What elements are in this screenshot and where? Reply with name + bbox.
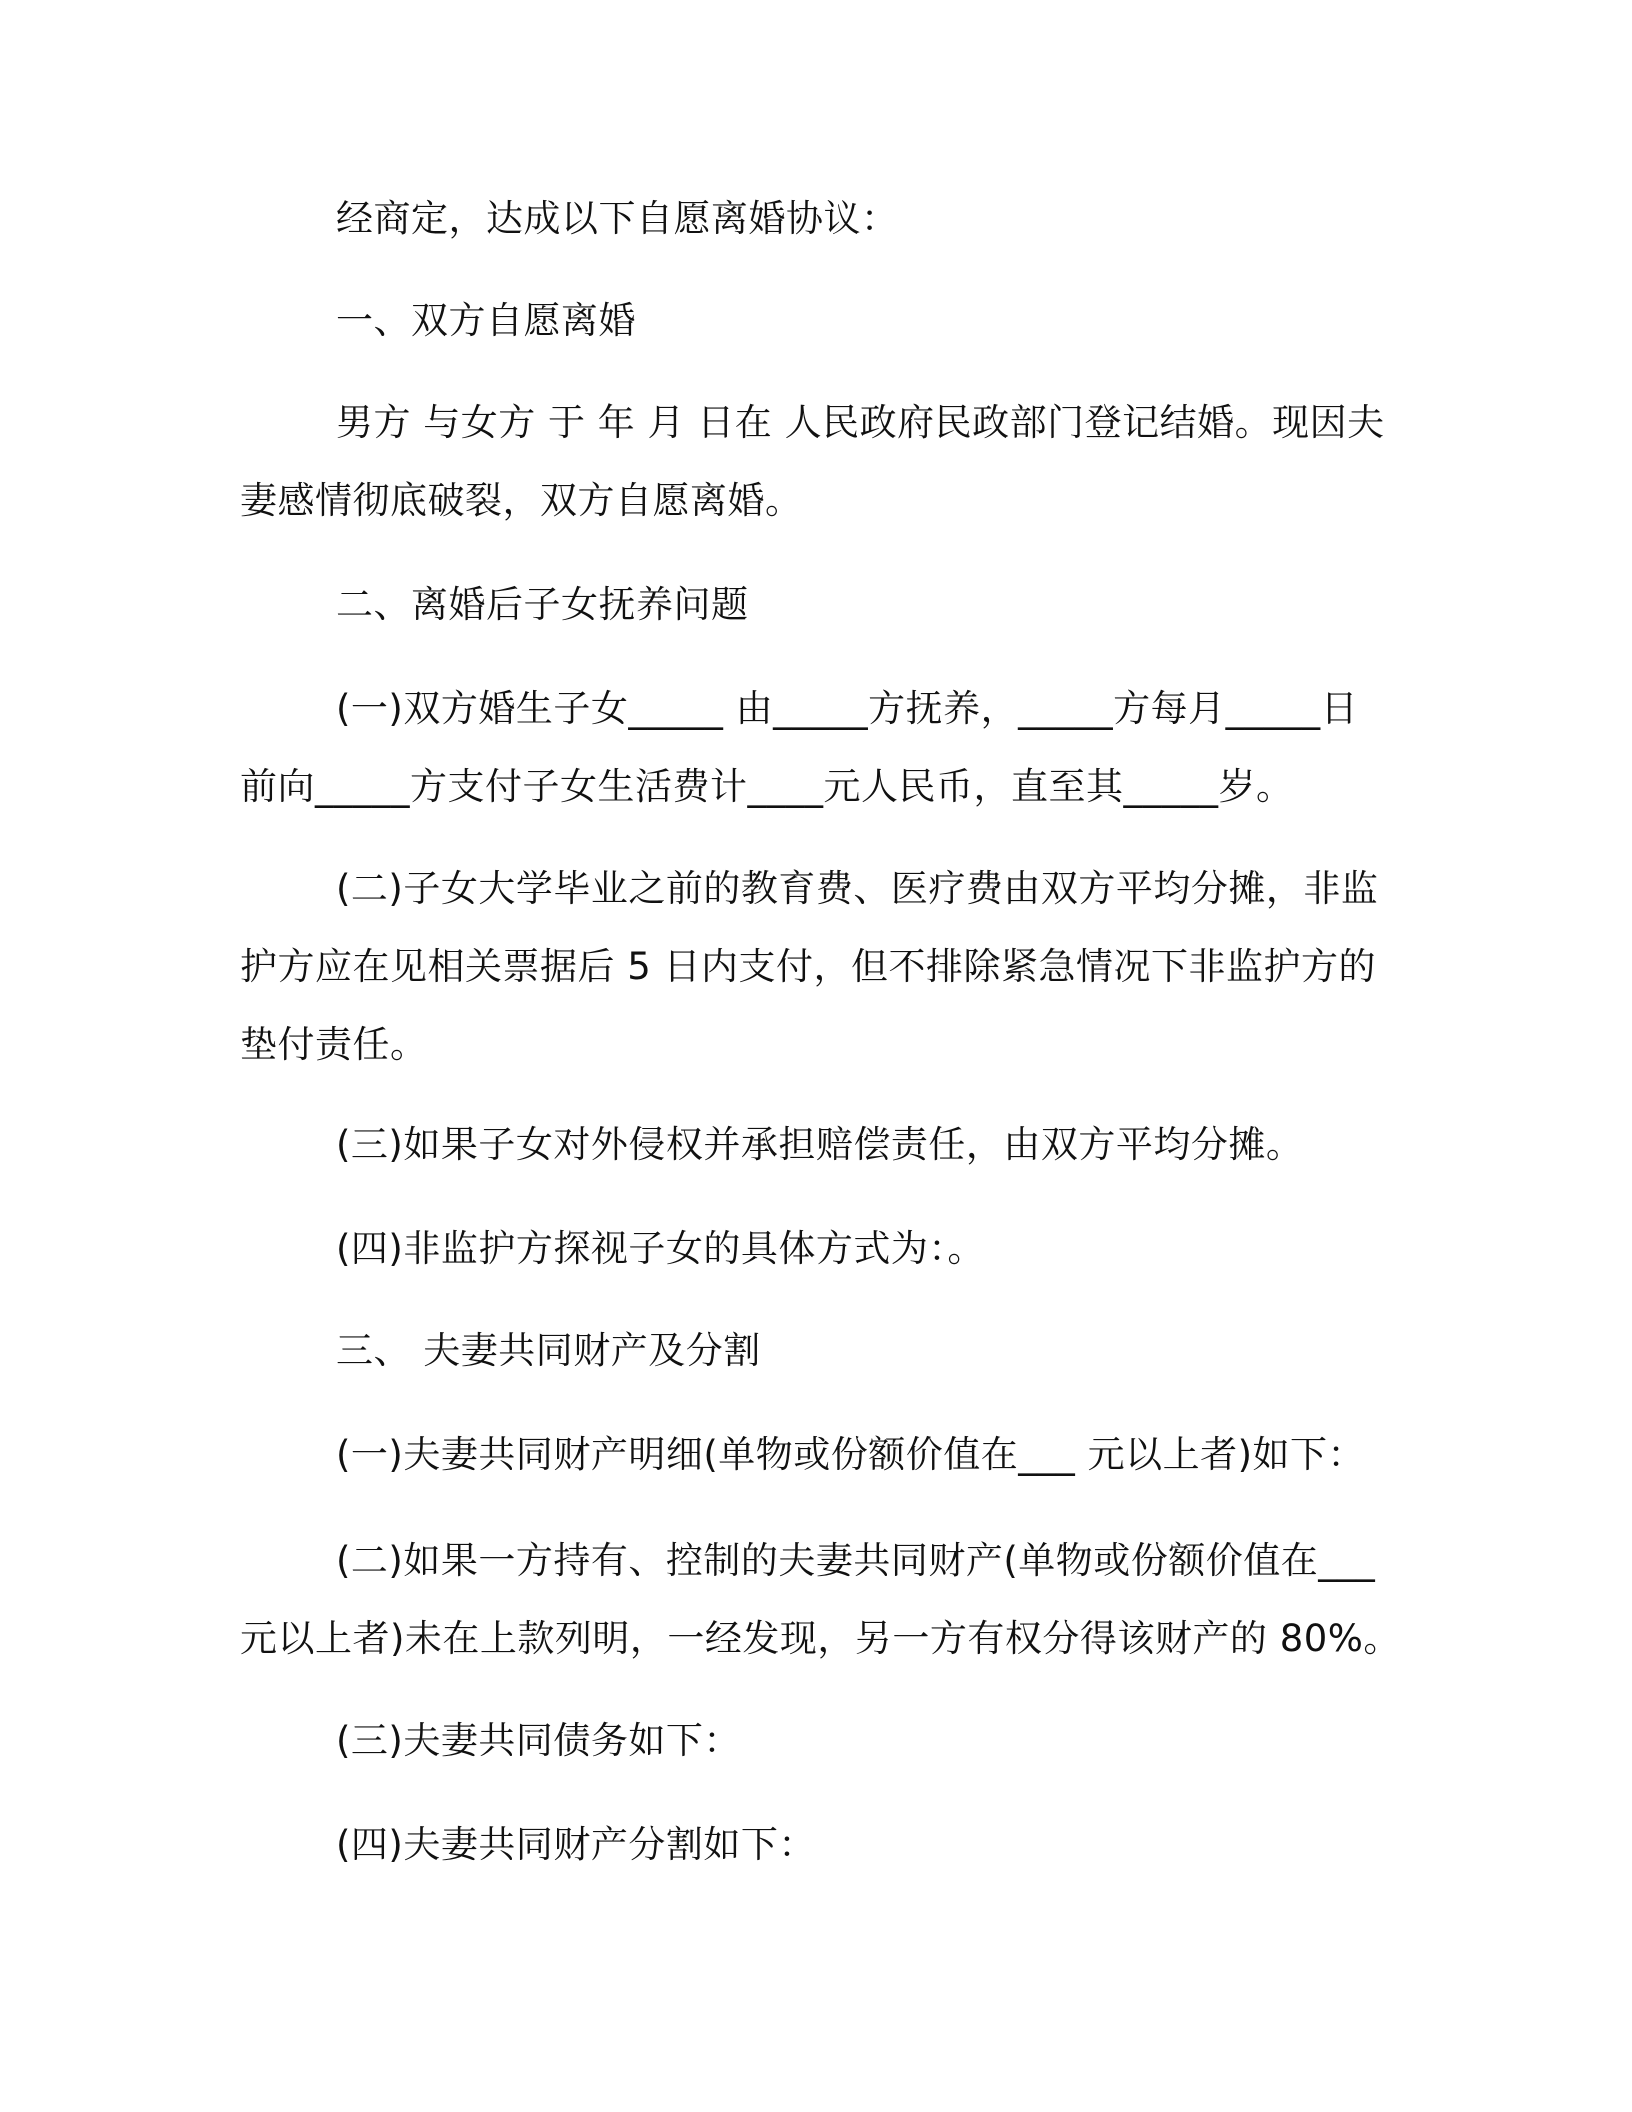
paragraph-line: (三)夫妻共同债务如下： <box>336 1719 741 1762</box>
paragraph-line: (二)子女大学毕业之前的教育费、医疗费由双方平均分摊，非监 <box>336 867 1379 910</box>
section-heading-1 <box>240 282 1380 360</box>
paragraph-line: (三)如果子女对外侵权并承担赔偿责任，由双方平均分摊。 <box>336 1123 1304 1166</box>
paragraph-line: 垫付责任。 <box>240 1023 428 1066</box>
property-clause-3 <box>240 1702 1380 1780</box>
paragraph-line: 男方 与女方 于 年 月 日在 人民政府民政部门登记结婚。现因夫 <box>336 401 1385 444</box>
property-clause-2 <box>240 1522 1401 1678</box>
section-heading-3 <box>240 1312 1380 1390</box>
child-custody-clause-2 <box>240 850 1380 1084</box>
paragraph-line: 元以上者)未在上款列明，一经发现，另一方有权分得该财产的 80%。 <box>240 1617 1401 1660</box>
section-heading-3-text: 三、 夫妻共同财产及分割 <box>336 1329 761 1372</box>
paragraph-line: 前向_____方支付子女生活费计____元人民币，直至其_____岁。 <box>240 765 1294 808</box>
property-clause-4 <box>240 1806 1380 1884</box>
paragraph-line: 妻感情彻底破裂，双方自愿离婚。 <box>240 479 803 522</box>
section-heading-2-text: 二、离婚后子女抚养问题 <box>336 583 749 626</box>
paragraph-line: (一)双方婚生子女_____ 由_____方抚养，_____方每月_____日 <box>336 687 1359 730</box>
intro-paragraph <box>240 180 1380 258</box>
child-custody-clause-1 <box>240 670 1380 826</box>
paragraph-line: (二)如果一方持有、控制的夫妻共同财产(单物或份额价值在___ <box>336 1539 1376 1582</box>
section-heading-2 <box>240 566 1380 644</box>
property-clause-1 <box>240 1416 1380 1494</box>
marriage-registration-paragraph <box>240 384 1385 540</box>
child-custody-clause-3 <box>240 1106 1380 1184</box>
paragraph-line: (四)非监护方探视子女的具体方式为：。 <box>336 1227 985 1270</box>
child-custody-clause-4 <box>240 1210 1380 1288</box>
paragraph-line: 护方应在见相关票据后 5 日内支付，但不排除紧急情况下非监护方的 <box>240 945 1377 988</box>
section-heading-1-text: 一、双方自愿离婚 <box>336 299 636 342</box>
intro-line: 经商定，达成以下自愿离婚协议： <box>336 197 899 240</box>
paragraph-line: (一)夫妻共同财产明细(单物或份额价值在___ 元以上者)如下： <box>336 1433 1365 1476</box>
paragraph-line: (四)夫妻共同财产分割如下： <box>336 1823 816 1866</box>
